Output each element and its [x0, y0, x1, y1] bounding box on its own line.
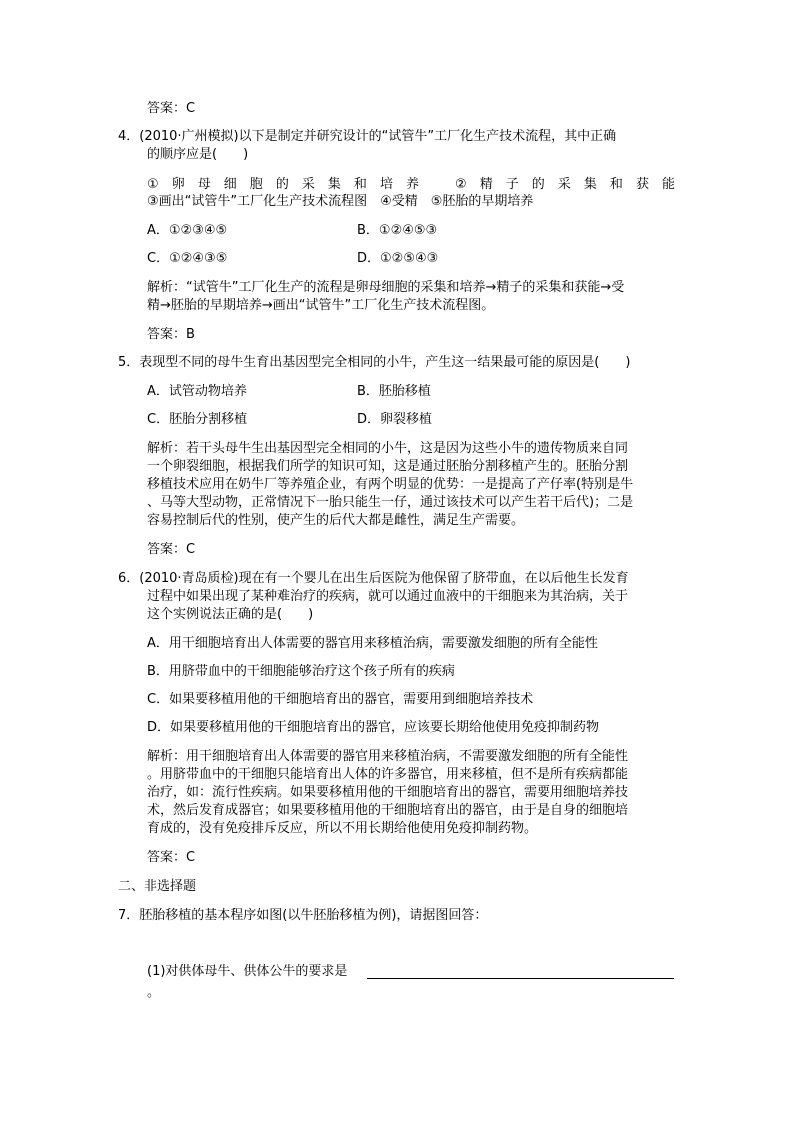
q6-stem-line-2: 过程中如果出现了某种难治疗的疾病，就可以通过血液中的干细胞来为其治病，关于 [147, 589, 629, 604]
q4-option-a: A．①②③④⑤ [147, 223, 228, 238]
q4-analysis-line-1: 解析：“试管牛”工厂化生产的流程是卵母细胞的采集和培养→精子的采集和获能→受 [147, 280, 625, 295]
q7-sub1-end: 。 [147, 985, 161, 1000]
q7-stem: 7．胚胎移植的基本程序如图(以牛胚胎移植为例)，请据图回答： [118, 908, 488, 923]
q6-option-d: D．如果要移植用他的干细胞培育出的器官，应该要长期给他使用免疫抑制药物 [147, 720, 600, 735]
q3-answer: 答案：C [147, 101, 196, 116]
q4-step-1: ① 卵 母 细 胞 的 采 集 和 培 养 [147, 177, 419, 192]
q5-option-d: D．卵裂移植 [357, 412, 433, 427]
q6-analysis-line-3: 治疗，如：流行性疾病。如果要移植用他的干细胞培育出的器官，需要用细胞培养技 [147, 785, 629, 800]
q5-stem: 5．表现型不同的母牛生育出基因型完全相同的小牛，产生这一结果最可能的原因是( ) [118, 355, 631, 370]
q5-analysis-line-4: 、马等大型动物，正常情况下一胎只能生一仔，通过该技术可以产生若干后代)；二是 [147, 495, 634, 510]
section-heading: 二、非选择题 [118, 879, 197, 894]
q5-analysis-line-5: 容易控制后代的性别，使产生的后代大都是雌性，满足生产需要。 [147, 513, 525, 528]
q6-analysis-line-5: 育成的，没有免疫排斥反应，所以不用长期给他使用免疫抑制药物。 [147, 821, 538, 836]
q4-answer: 答案：B [147, 327, 195, 342]
q6-answer: 答案：C [147, 850, 196, 865]
q6-analysis-line-4: 术，然后发育成器官；如果要移植用他的干细胞培育出的器官，由于是自身的细胞培 [147, 803, 629, 818]
q6-option-c: C．如果要移植用他的干细胞培育出的器官，需要用到细胞培养技术 [147, 692, 534, 707]
q6-option-a: A．用干细胞培育出人体需要的器官用来移植治病，需要激发细胞的所有全能性 [147, 636, 598, 651]
q4-analysis-line-2: 精→胚胎的早期培养→画出“试管牛”工厂化生产技术流程图。 [147, 298, 495, 313]
q4-stem-line-1: 4．(2010·广州模拟)以下是制定并研究设计的“试管牛”工厂化生产技术流程，其中正确 [118, 129, 617, 144]
q5-analysis-line-3: 移植技术应用在奶牛厂等养殖企业，有两个明显的优势：一是提高了产仔率(特别是牛 [147, 477, 634, 492]
q4-stem-line-2: 的顺序应是( ) [147, 147, 249, 162]
q4-step-2: ② 精 子 的 采 集 和 获 能 [455, 177, 675, 192]
q6-stem-line-3: 这个实例说法正确的是( ) [147, 607, 314, 622]
q7-sub1-label: (1)对供体母牛、供体公牛的要求是 [147, 964, 348, 979]
q5-option-a: A．试管动物培养 [147, 384, 247, 399]
q5-option-c: C．胚胎分割移植 [147, 412, 248, 427]
q4-option-c: C．①②④③⑤ [147, 251, 228, 266]
q5-option-b: B．胚胎移植 [357, 384, 431, 399]
q4-option-d: D．①②⑤④③ [357, 251, 439, 266]
q6-analysis-line-2: 。用脐带血中的干细胞只能培育出人体的许多器官，用来移植，但不是所有疾病都能 [147, 767, 629, 782]
q4-option-b: B．①②④⑤③ [357, 223, 438, 238]
q5-answer: 答案：C [147, 542, 196, 557]
q4-steps-line-2: ③画出“试管牛”工厂化生产技术流程图 ④受精 ⑤胚胎的早期培养 [147, 194, 534, 209]
q6-analysis-line-1: 解析：用干细胞培育出人体需要的器官用来移植治病，不需要激发细胞的所有全能性 [147, 749, 629, 764]
q5-analysis-line-2: 一个卵裂细胞，根据我们所学的知识可知，这是通过胚胎分割移植产生的。胚胎分割 [147, 459, 629, 474]
q6-option-b: B．用脐带血中的干细胞能够治疗这个孩子所有的疾病 [147, 664, 455, 679]
q7-sub1-answer-blank[interactable] [367, 978, 674, 979]
q5-analysis-line-1: 解析：若干头母牛生出基因型完全相同的小牛，这是因为这些小牛的遗传物质来自同 [147, 441, 629, 456]
q6-stem-line-1: 6．(2010·青岛质检)现在有一个婴儿在出生后医院为他保留了脐带血，在以后他生长发育 [118, 571, 629, 586]
